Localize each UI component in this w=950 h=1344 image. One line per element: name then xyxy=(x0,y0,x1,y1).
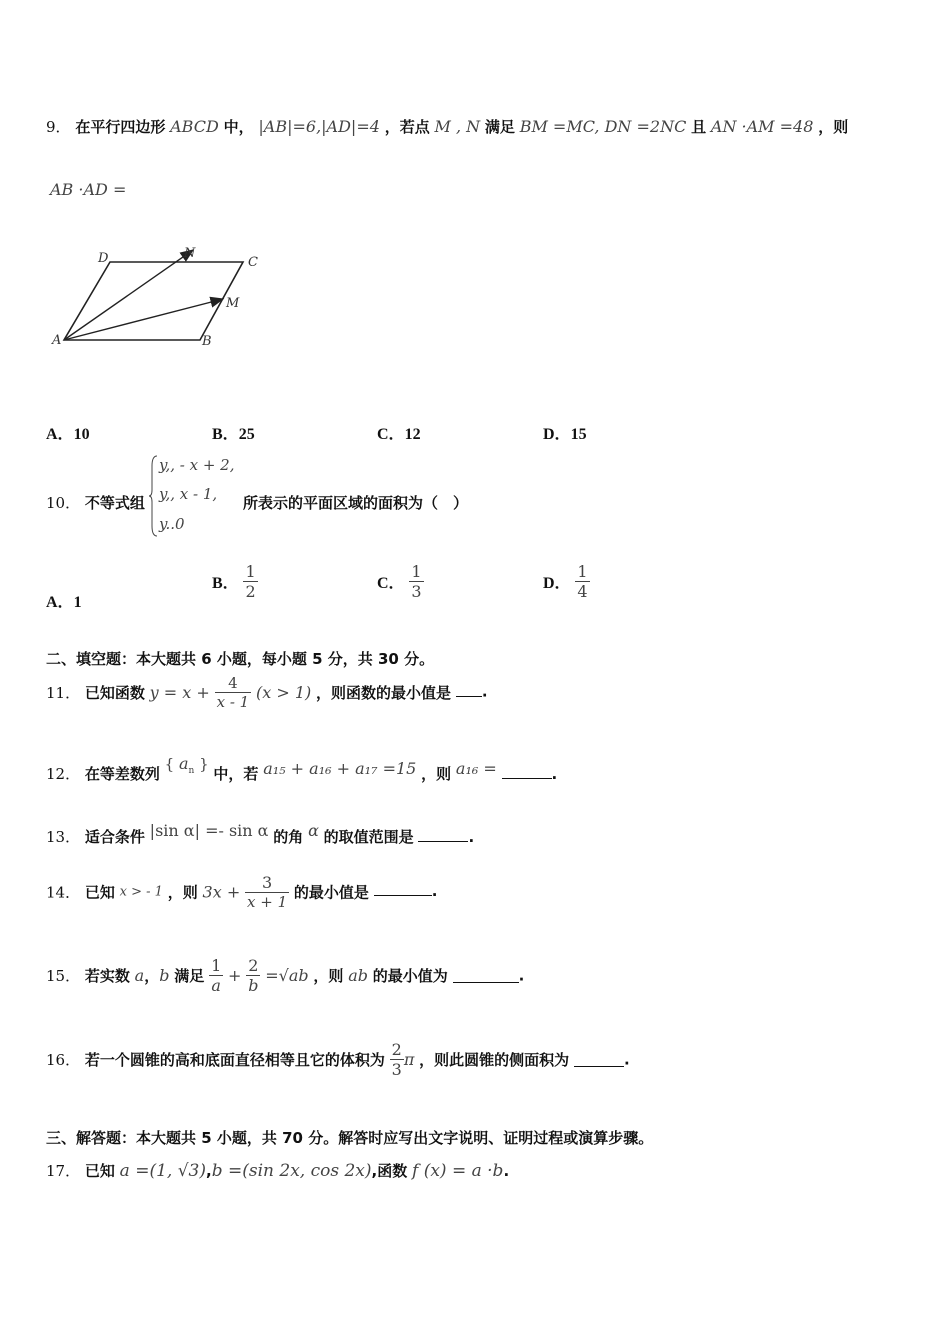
math: a₁₅ + a₁₆ + a₁₇ =15 xyxy=(263,759,417,778)
label-a: A xyxy=(52,333,62,348)
option-value: 1 xyxy=(73,594,82,611)
text: ，则 xyxy=(421,765,452,783)
math: ABCD xyxy=(170,117,219,136)
math: b xyxy=(159,966,170,985)
math: M , N xyxy=(434,117,481,136)
text: . xyxy=(518,966,525,985)
text: 不等式组 xyxy=(84,494,145,512)
option-letter: C． xyxy=(377,575,405,592)
text: . xyxy=(503,1162,510,1180)
text: ，若点 xyxy=(384,118,430,136)
text: ，则 xyxy=(818,118,849,136)
text: 在平行四边形 xyxy=(75,118,166,136)
answer-blank[interactable] xyxy=(418,827,468,842)
question-number: 13． xyxy=(46,828,81,846)
math: BM =MC, DN =2NC xyxy=(519,117,687,136)
answer-blank[interactable] xyxy=(456,682,482,697)
question-number: 10． xyxy=(46,494,81,512)
text: 满足 xyxy=(174,967,205,985)
q9-option-d[interactable] xyxy=(543,421,587,444)
text: ，则函数的最小值是 xyxy=(316,684,452,702)
fraction: $\frac{1}{4}$ xyxy=(577,562,588,601)
vector-am xyxy=(64,299,223,340)
math: y = x + xyxy=(149,683,210,702)
answer-blank[interactable] xyxy=(374,881,432,896)
math: ab xyxy=(348,966,368,985)
text: ，则 xyxy=(313,967,344,985)
text: 的最小值为 xyxy=(372,967,448,985)
math: a =(1, √3) xyxy=(119,1161,206,1181)
text: 的最小值是 xyxy=(293,883,369,902)
option-letter: D． xyxy=(543,575,571,592)
question-12 xyxy=(46,754,558,786)
question-9-stem xyxy=(46,116,848,137)
question-9-ask: AB ·AD = xyxy=(50,180,127,199)
question-number: 15． xyxy=(46,967,81,985)
question-number: 16． xyxy=(46,1051,81,1069)
section-2-heading: 二、填空题：本大题共 6 小题，每小题 5 分，共 30 分。 xyxy=(46,650,435,668)
label-c: C xyxy=(248,255,258,270)
question-13 xyxy=(46,821,475,847)
text: 已知 xyxy=(84,883,115,902)
section-3-heading: 三、解答题：本大题共 5 小题，共 70 分。解答时应写出文字说明、证明过程或演算步骤。 xyxy=(46,1129,654,1147)
system-line-2: y,, x - 1, xyxy=(159,485,218,503)
text: . xyxy=(468,828,475,846)
text: . xyxy=(551,765,558,783)
text: 的角 xyxy=(273,828,304,846)
math: b =(sin 2x, cos 2x) xyxy=(211,1161,372,1181)
label-n: N xyxy=(184,246,196,261)
text: , xyxy=(206,1162,212,1180)
sequence-notation: { $a_n$ } xyxy=(164,754,209,776)
q10-option-d[interactable] xyxy=(543,562,590,601)
system-line-3: y..0 xyxy=(159,515,185,533)
math: π xyxy=(403,1050,415,1069)
system-line-1: y,, - x + 2, xyxy=(159,456,235,474)
q10-option-b[interactable] xyxy=(212,562,258,601)
text: 在等差数列 xyxy=(84,765,160,783)
question-10-lead xyxy=(46,492,145,513)
option-letter: C． xyxy=(377,426,405,443)
question-number: 11． xyxy=(46,684,81,702)
option-letter: D． xyxy=(543,426,571,443)
text: 若实数 xyxy=(84,967,130,985)
fraction: $\frac{4}{x - 1}$ xyxy=(216,674,250,711)
question-14 xyxy=(46,873,437,911)
question-number: 12． xyxy=(46,765,81,783)
label-d: D xyxy=(98,251,109,266)
question-number: 17． xyxy=(46,1162,81,1180)
option-value: 12 xyxy=(404,426,421,443)
math: a₁₆ = xyxy=(455,759,497,778)
math: 3x + xyxy=(202,882,241,902)
q9-option-b[interactable] xyxy=(212,421,255,444)
math: x > - 1 xyxy=(119,884,163,900)
option-value: 15 xyxy=(570,426,587,443)
text: 中，若 xyxy=(213,765,259,783)
vector-an xyxy=(64,250,193,340)
text: 满足 xyxy=(484,118,515,136)
option-letter: B． xyxy=(212,426,239,443)
fraction: $\frac{1}{a}$ xyxy=(211,956,222,995)
q9-option-a[interactable] xyxy=(46,421,90,444)
text: ， xyxy=(144,967,160,985)
text: 已知 xyxy=(84,1162,115,1180)
question-16 xyxy=(46,1040,630,1079)
math: a xyxy=(134,966,145,985)
text: ，则此圆锥的侧面积为 xyxy=(419,1051,570,1069)
option-letter: B． xyxy=(212,575,239,592)
option-letter: A． xyxy=(46,426,74,443)
question-10-tail: 所表示的平面区域的面积为（ ） xyxy=(243,494,469,512)
q10-option-c[interactable] xyxy=(377,562,424,601)
text: . xyxy=(481,682,488,701)
text: ，则 xyxy=(167,883,198,902)
fraction: $\frac{2}{3}$ xyxy=(391,1040,402,1079)
parallelogram-figure xyxy=(44,244,274,356)
label-b: B xyxy=(202,334,212,349)
text: ,函数 xyxy=(371,1162,408,1180)
math: AN ·AM =48 xyxy=(710,117,814,136)
answer-blank[interactable] xyxy=(502,764,552,779)
math: |sin α| =- sin α xyxy=(149,821,269,840)
question-17 xyxy=(46,1160,509,1181)
left-brace-icon xyxy=(149,454,159,538)
answer-blank[interactable] xyxy=(574,1052,624,1067)
label-m: M xyxy=(226,296,240,311)
math: α xyxy=(308,821,319,840)
text: . xyxy=(623,1050,630,1069)
option-value: 25 xyxy=(238,426,255,443)
text: 中， xyxy=(223,118,254,136)
question-number: 9． xyxy=(46,118,71,136)
answer-blank[interactable] xyxy=(453,968,519,983)
text: 的取值范围是 xyxy=(323,828,414,846)
math: f (x) = a ·b xyxy=(412,1161,504,1181)
q10-option-a[interactable] xyxy=(46,589,82,612)
math: (x > 1) xyxy=(255,683,312,702)
fraction: $\frac{1}{3}$ xyxy=(411,562,422,601)
math: =√ab xyxy=(265,966,309,985)
fraction: $\frac{3}{x + 1}$ xyxy=(247,873,288,911)
option-letter: A． xyxy=(46,594,74,611)
math: |AB|=6,|AD|=4 xyxy=(258,117,380,136)
fraction: $\frac{1}{2}$ xyxy=(245,562,256,601)
text: 已知函数 xyxy=(84,684,145,702)
text: . xyxy=(431,882,438,900)
text: 适合条件 xyxy=(84,828,145,846)
text: 若一个圆锥的高和底面直径相等且它的体积为 xyxy=(84,1051,385,1069)
fraction: $\frac{2}{b}$ xyxy=(248,956,259,995)
question-11 xyxy=(46,674,488,711)
math: + xyxy=(228,966,242,985)
option-value: 10 xyxy=(73,426,90,443)
question-15 xyxy=(46,956,524,995)
text: 且 xyxy=(691,118,707,136)
q9-option-c[interactable] xyxy=(377,421,421,444)
question-number: 14． xyxy=(46,883,81,902)
